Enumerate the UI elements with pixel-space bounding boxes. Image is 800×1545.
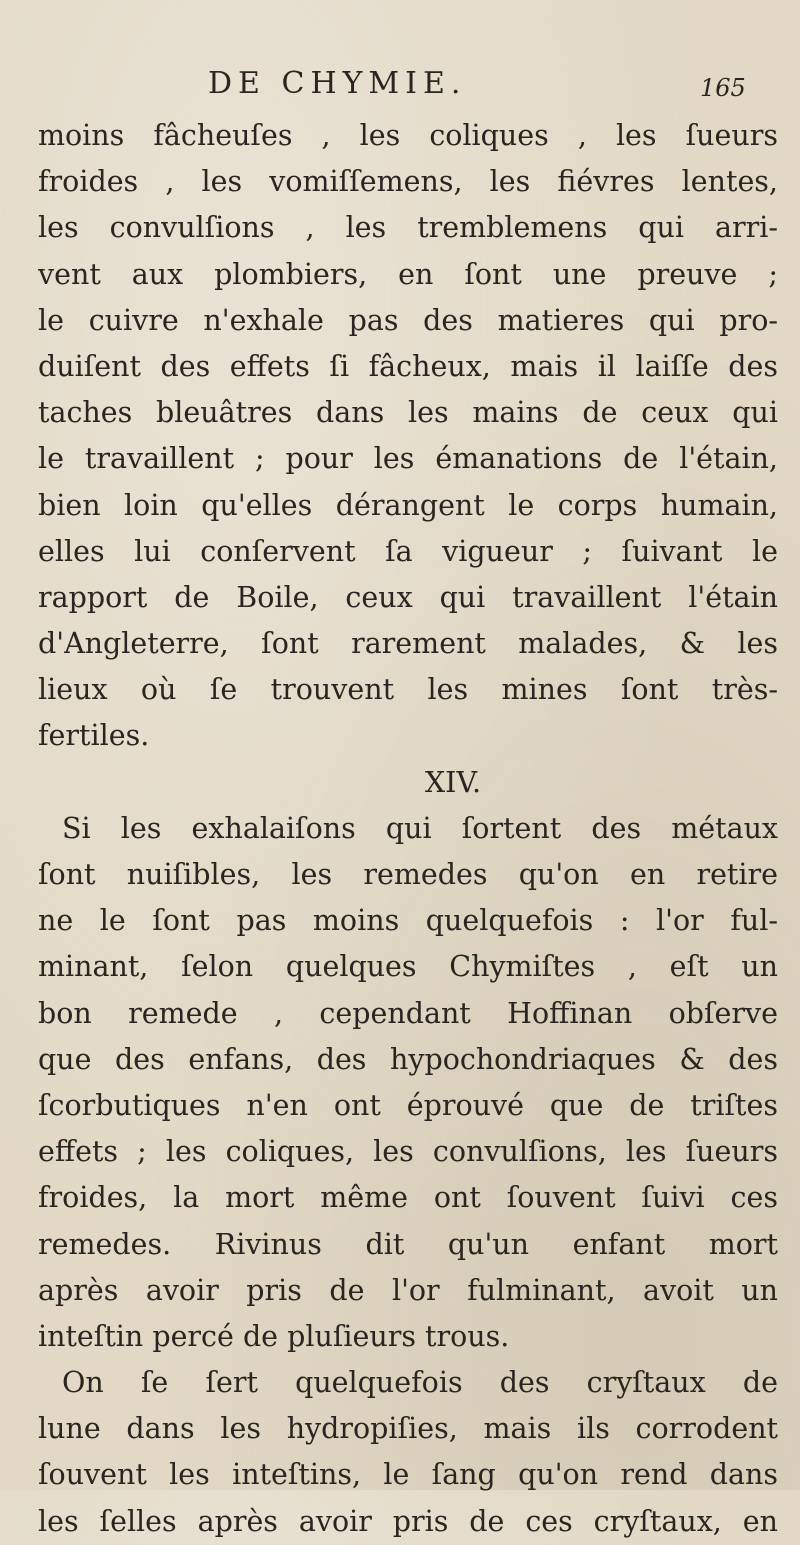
text-line: bon remede , cependant Hoffinan obſerve bbox=[38, 996, 778, 1030]
text-line: d'Angleterre, ſont rarement malades, & les bbox=[38, 627, 778, 661]
page-number: 165 bbox=[700, 74, 746, 102]
text-line: vent aux plombiers, en ſont une preuve ; bbox=[38, 257, 778, 291]
text-line: les ſelles après avoir pris de ces cryſtaux, en bbox=[38, 1504, 778, 1538]
text-line: lieux où ſe trouvent les mines ſont très- bbox=[38, 673, 778, 707]
text-line: ſont nuiſibles, les remedes qu'on en retire bbox=[38, 858, 778, 891]
text-line: que des enfans, des hypochondriaques & des bbox=[38, 1042, 778, 1076]
body-text bbox=[38, 113, 778, 1545]
text-line: duiſent des effets ſi fâcheux, mais il laiſſe des bbox=[38, 349, 778, 383]
text-line: ne le ſont pas moins quelquefois : l'or ful- bbox=[38, 904, 778, 938]
text-line: Si les exhalaiſons qui ſortent des métaux bbox=[62, 811, 778, 845]
text-line: froides, la mort même ont ſouvent ſuivi ces bbox=[38, 1181, 778, 1215]
running-head bbox=[0, 62, 800, 112]
text-line: minant, ſelon quelques Chymiſtes , eſt un bbox=[38, 950, 778, 984]
section-heading: XIV. bbox=[424, 765, 482, 799]
text-line: lune dans les hydropiſies, mais ils corrodent bbox=[38, 1412, 778, 1446]
text-line: les convulſions , les tremblemens qui arri- bbox=[38, 211, 778, 245]
text-line: ſouvent les inteſtins, le ſang qu'on rend dans bbox=[38, 1458, 778, 1492]
text-line: inteſtin percé de pluſieurs trous. bbox=[38, 1319, 510, 1353]
text-line: remedes. Rivinus dit qu'un enfant mort bbox=[38, 1227, 778, 1261]
text-line: après avoir pris de l'or fulminant, avoit un bbox=[38, 1273, 778, 1307]
text-line: taches bleuâtres dans les mains de ceux qui bbox=[38, 396, 778, 430]
text-line: bien loin qu'elles dérangent le corps humain, bbox=[38, 488, 778, 522]
text-line: fertiles. bbox=[38, 719, 150, 753]
text-line: le cuivre n'exhale pas des matieres qui pro- bbox=[38, 303, 778, 337]
text-line: effets ; les coliques, les convulſions, les ſueurs bbox=[38, 1135, 778, 1169]
text-line: rapport de Boile, ceux qui travaillent l'étain bbox=[38, 580, 778, 614]
text-line: moins fâcheuſes , les coliques , les ſueurs bbox=[38, 119, 778, 152]
running-head-title: DE CHYMIE. bbox=[208, 66, 467, 101]
text-line: le travaillent ; pour les émanations de l'étain, bbox=[38, 442, 778, 476]
text-line: elles lui conſervent ſa vigueur ; ſuivant le bbox=[38, 534, 778, 568]
text-line: On ſe ſert quelquefois des cryſtaux de bbox=[62, 1366, 778, 1400]
text-line: ſcorbutiques n'en ont éprouvé que de triſtes bbox=[38, 1088, 778, 1122]
text-line: froides , les vomiſſemens, les fiévres lentes, bbox=[38, 165, 778, 199]
